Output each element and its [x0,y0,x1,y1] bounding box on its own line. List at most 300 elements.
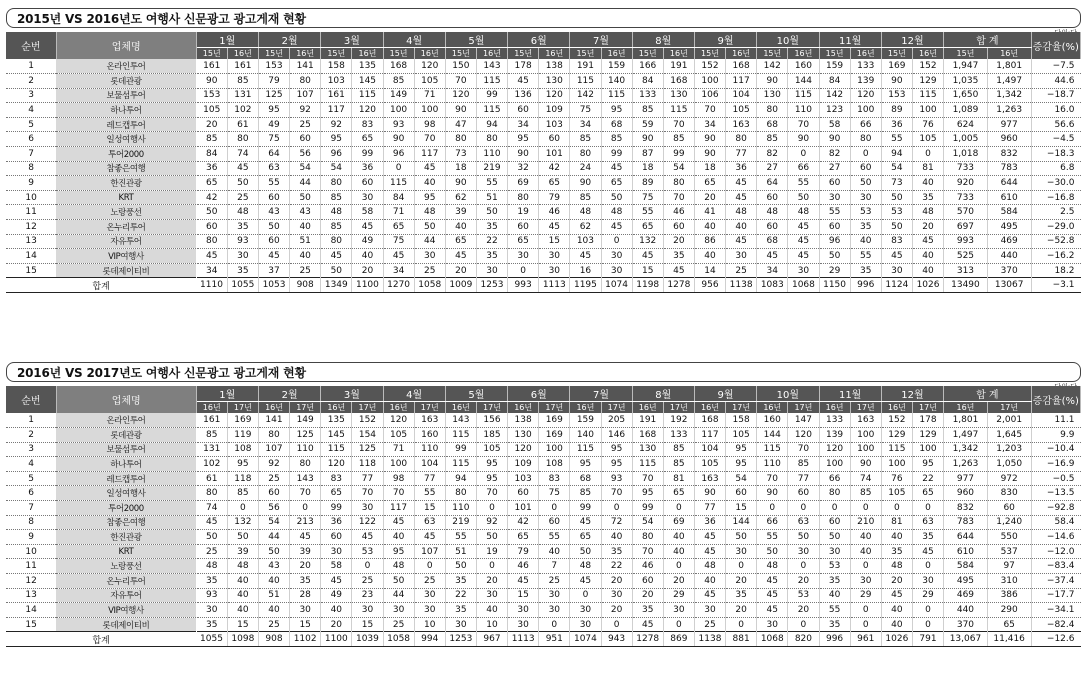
month-value-cell: 95 [258,103,289,118]
table-row [6,471,1081,486]
month-value-cell: 0 [663,559,694,574]
vendor-name: 참좋은여행 [56,515,196,530]
month-total-cell: 1009 [445,278,476,293]
month-value-cell: 0 [383,161,414,176]
month-value-cell: 105 [912,132,943,147]
month-value-cell: 99 [445,442,476,457]
month-value-cell: 103 [539,117,570,132]
row-number: 11 [6,559,56,574]
col-subheader-year: 16년 [321,402,352,414]
month-value-cell: 101 [539,147,570,162]
month-value-cell: 39 [227,544,258,559]
month-value-cell: 142 [757,59,788,74]
month-value-cell: 105 [196,103,227,118]
month-value-cell: 0 [850,501,881,516]
month-value-cell: 47 [445,117,476,132]
grand-change-rate-cell: −3.1 [1031,278,1080,293]
total-a-cell: 525 [944,249,988,264]
month-value-cell: 70 [663,117,694,132]
month-value-cell: 40 [290,249,321,264]
month-value-cell: 45 [570,249,601,264]
month-value-cell: 125 [258,88,289,103]
col-subheader-year: 16년 [508,402,539,414]
month-value-cell: 50 [819,249,850,264]
month-value-cell: 115 [881,442,912,457]
total-b-cell: 610 [987,190,1031,205]
change-rate-cell: −83.4 [1031,559,1080,574]
month-value-cell: 100 [383,103,414,118]
month-value-cell: 48 [383,559,414,574]
change-rate-cell: −82.4 [1031,617,1080,632]
month-value-cell: 132 [227,515,258,530]
month-value-cell: 95 [726,442,757,457]
month-value-cell: 29 [912,588,943,603]
month-value-cell: 43 [290,205,321,220]
change-rate-cell: 18.2 [1031,263,1080,278]
month-value-cell: 83 [321,471,352,486]
month-value-cell: 100 [414,103,445,118]
month-total-cell: 1349 [321,278,352,293]
month-value-cell: 94 [445,471,476,486]
total-a-cell: 1,005 [944,132,988,147]
col-subheader-year: 15년 [757,48,788,60]
month-value-cell: 169 [539,413,570,428]
month-value-cell: 80 [258,428,289,443]
month-total-cell: 881 [726,632,757,647]
month-value-cell: 50 [445,559,476,574]
month-total-cell: 1110 [196,278,227,293]
month-value-cell: 54 [726,471,757,486]
month-value-cell: 69 [508,176,539,191]
vendor-name: VIP여행사 [56,603,196,618]
month-value-cell: 22 [445,588,476,603]
total-a-cell: 610 [944,544,988,559]
col-subheader-year: 15년 [819,48,850,60]
month-value-cell: 0 [850,603,881,618]
month-value-cell: 80 [290,457,321,472]
month-value-cell: 60 [663,220,694,235]
month-value-cell: 40 [912,249,943,264]
month-value-cell: 45 [757,588,788,603]
month-value-cell: 0 [508,263,539,278]
month-value-cell: 53 [819,559,850,574]
month-value-cell: 58 [321,559,352,574]
month-value-cell: 49 [258,117,289,132]
month-value-cell: 50 [383,574,414,589]
month-total-cell: 1100 [321,632,352,647]
month-value-cell: 45 [258,249,289,264]
month-value-cell: 15 [539,234,570,249]
month-value-cell: 22 [912,471,943,486]
month-value-cell: 45 [912,234,943,249]
month-value-cell: 53 [850,205,881,220]
month-value-cell: 40 [881,617,912,632]
total-b-cell: 290 [987,603,1031,618]
total-a-cell: 644 [944,530,988,545]
month-value-cell: 70 [632,544,663,559]
month-value-cell: 25 [290,117,321,132]
month-total-cell: 908 [290,278,321,293]
total-b-cell: 370 [987,263,1031,278]
month-value-cell: 102 [196,457,227,472]
table-row [6,603,1081,618]
month-value-cell: 45 [788,220,819,235]
col-header-month: 8월 [632,386,694,402]
vendor-name: 일성여행사 [56,486,196,501]
month-value-cell: 96 [321,147,352,162]
month-value-cell: 70 [788,442,819,457]
month-value-cell: 15 [632,263,663,278]
month-value-cell: 129 [881,428,912,443]
row-number: 12 [6,574,56,589]
month-value-cell: 49 [352,234,383,249]
month-value-cell: 85 [632,103,663,118]
month-value-cell: 30 [694,603,725,618]
total-b-cell: 1,263 [987,103,1031,118]
month-value-cell: 0 [788,501,819,516]
total-a-cell: 1,035 [944,74,988,89]
row-number: 7 [6,147,56,162]
total-b-cell: 1,050 [987,457,1031,472]
month-value-cell: 169 [539,428,570,443]
total-b-cell: 550 [987,530,1031,545]
month-value-cell: 25 [258,471,289,486]
month-total-cell: 869 [663,632,694,647]
month-value-cell: 70 [601,486,632,501]
month-value-cell: 80 [445,486,476,501]
vendor-name: 투어2000 [56,147,196,162]
month-value-cell: 30 [539,588,570,603]
row-number: 9 [6,176,56,191]
col-subheader-year: 16년 [757,402,788,414]
month-value-cell: 50 [476,205,507,220]
total-b-cell: 830 [987,486,1031,501]
month-value-cell: 89 [632,176,663,191]
vendor-name: 노랑풍선 [56,205,196,220]
month-value-cell: 104 [414,457,445,472]
col-subheader-year: 16년 [383,402,414,414]
change-rate-cell: 11.1 [1031,413,1080,428]
row-number: 15 [6,617,56,632]
month-value-cell: 45 [788,234,819,249]
month-total-cell: 1113 [508,632,539,647]
month-value-cell: 80 [850,132,881,147]
month-value-cell: 50 [476,530,507,545]
month-value-cell: 100 [819,457,850,472]
month-value-cell: 79 [258,74,289,89]
month-value-cell: 40 [227,574,258,589]
month-value-cell: 69 [663,515,694,530]
month-value-cell: 40 [694,574,725,589]
month-total-cell: 1039 [352,632,383,647]
month-value-cell: 53 [881,205,912,220]
col-header-month: 7월 [570,32,632,48]
col-header-month: 4월 [383,32,445,48]
table-row [6,190,1081,205]
table-row [6,428,1081,443]
vendor-name: 롯데제이티비 [56,617,196,632]
month-value-cell: 19 [476,544,507,559]
month-value-cell: 30 [508,617,539,632]
change-rate-cell: −4.5 [1031,132,1080,147]
month-value-cell: 45 [352,220,383,235]
month-value-cell: 77 [694,501,725,516]
total-a-cell: 1,263 [944,457,988,472]
total-b-cell: 1,342 [987,88,1031,103]
month-value-cell: 48 [757,559,788,574]
month-value-cell: 115 [445,457,476,472]
month-value-cell: 55 [539,530,570,545]
grand-change-rate-cell: −12.6 [1031,632,1080,647]
month-value-cell: 43 [258,205,289,220]
row-number: 1 [6,59,56,74]
month-value-cell: 0 [663,501,694,516]
month-value-cell: 70 [788,117,819,132]
month-value-cell: 0 [227,501,258,516]
month-value-cell: 205 [601,413,632,428]
col-header-no: 순번 [6,386,56,413]
row-number: 5 [6,117,56,132]
month-value-cell: 135 [321,413,352,428]
month-value-cell: 40 [850,530,881,545]
month-value-cell: 65 [196,176,227,191]
table-row [6,530,1081,545]
month-value-cell: 117 [726,74,757,89]
month-value-cell: 48 [570,559,601,574]
month-value-cell: 66 [757,515,788,530]
table-title: 2016년 VS 2017년도 여행사 신문광고 광고게재 현황 [17,365,306,380]
month-value-cell: 149 [383,88,414,103]
month-value-cell: 115 [476,103,507,118]
row-number: 14 [6,249,56,264]
total-b-cell: 832 [987,147,1031,162]
month-value-cell: 30 [570,617,601,632]
total-a-cell: 697 [944,220,988,235]
month-value-cell: 49 [321,588,352,603]
month-value-cell: 55 [414,486,445,501]
row-number: 6 [6,486,56,501]
vendor-name: 하나투어 [56,457,196,472]
vendor-name: 온누리투어 [56,574,196,589]
month-value-cell: 115 [757,442,788,457]
month-value-cell: 95 [383,544,414,559]
month-value-cell: 168 [694,413,725,428]
table-row [6,544,1081,559]
month-value-cell: 55 [258,176,289,191]
month-value-cell: 50 [321,263,352,278]
total-b-cell: 440 [987,249,1031,264]
month-value-cell: 60 [819,176,850,191]
month-value-cell: 77 [352,471,383,486]
month-value-cell: 0 [912,147,943,162]
month-value-cell: 161 [227,59,258,74]
col-subheader-year: 16년 [881,402,912,414]
month-value-cell: 46 [663,205,694,220]
month-value-cell: 60 [788,486,819,501]
month-value-cell: 60 [290,132,321,147]
month-value-cell: 30 [757,617,788,632]
month-value-cell: 122 [352,515,383,530]
month-value-cell: 0 [881,501,912,516]
month-value-cell: 70 [414,132,445,147]
col-subheader-year: 16년 [632,402,663,414]
month-value-cell: 80 [196,486,227,501]
month-value-cell: 153 [881,88,912,103]
month-value-cell: 40 [227,603,258,618]
month-value-cell: 44 [383,588,414,603]
month-value-cell: 100 [694,74,725,89]
month-value-cell: 63 [912,515,943,530]
month-value-cell: 35 [196,617,227,632]
month-value-cell: 132 [632,234,663,249]
month-value-cell: 50 [788,530,819,545]
total-a-cell: 440 [944,603,988,618]
month-value-cell: 40 [601,530,632,545]
month-value-cell: 54 [321,161,352,176]
month-value-cell: 163 [726,117,757,132]
month-value-cell: 48 [414,205,445,220]
month-value-cell: 169 [881,59,912,74]
total-a-cell: 469 [944,588,988,603]
col-header-total: 합 계 [944,32,1031,48]
month-value-cell: 45 [383,515,414,530]
month-value-cell: 120 [445,88,476,103]
month-value-cell: 60 [850,161,881,176]
month-value-cell: 20 [788,603,819,618]
month-total-cell: 791 [912,632,943,647]
month-value-cell: 73 [881,176,912,191]
month-value-cell: 140 [570,428,601,443]
vendor-name: 레드캡투어 [56,471,196,486]
month-value-cell: 20 [788,574,819,589]
row-number: 10 [6,544,56,559]
col-header-month: 4월 [383,386,445,402]
month-value-cell: 56 [290,147,321,162]
col-header-month: 1월 [196,32,258,48]
month-value-cell: 50 [227,530,258,545]
vendor-name: 노랑풍선 [56,559,196,574]
month-value-cell: 95 [476,457,507,472]
month-value-cell: 58 [819,117,850,132]
col-subheader-year: 15년 [321,48,352,60]
month-value-cell: 108 [539,457,570,472]
month-value-cell: 23 [352,588,383,603]
month-value-cell: 45 [757,603,788,618]
table-row [6,617,1081,632]
month-value-cell: 149 [290,413,321,428]
month-value-cell: 50 [258,544,289,559]
change-rate-cell: 2.5 [1031,205,1080,220]
row-number: 4 [6,457,56,472]
month-value-cell: 45 [881,249,912,264]
month-value-cell: 55 [819,205,850,220]
month-value-cell: 140 [601,74,632,89]
month-value-cell: 106 [694,88,725,103]
month-value-cell: 60 [196,220,227,235]
month-value-cell: 90 [445,176,476,191]
month-value-cell: 74 [850,471,881,486]
table-row [6,457,1081,472]
change-rate-cell: −16.8 [1031,190,1080,205]
month-value-cell: 40 [290,220,321,235]
month-value-cell: 63 [258,161,289,176]
month-total-cell: 1150 [819,278,850,293]
month-value-cell: 90 [570,176,601,191]
month-value-cell: 138 [539,59,570,74]
month-value-cell: 90 [508,147,539,162]
month-value-cell: 35 [663,249,694,264]
month-value-cell: 60 [258,234,289,249]
month-value-cell: 20 [321,617,352,632]
month-value-cell: 66 [850,117,881,132]
month-value-cell: 131 [227,88,258,103]
month-value-cell: 133 [663,428,694,443]
col-header-month: 11월 [819,386,881,402]
month-value-cell: 159 [601,59,632,74]
month-value-cell: 45 [726,190,757,205]
month-value-cell: 105 [694,457,725,472]
month-value-cell: 48 [570,205,601,220]
total-b-cell: 97 [987,559,1031,574]
col-subheader-year: 15년 [694,48,725,60]
month-value-cell: 50 [788,190,819,205]
row-number: 13 [6,234,56,249]
month-value-cell: 93 [227,234,258,249]
month-value-cell: 130 [663,88,694,103]
month-value-cell: 104 [694,442,725,457]
month-value-cell: 25 [414,263,445,278]
month-value-cell: 35 [196,574,227,589]
month-value-cell: 34 [383,263,414,278]
month-value-cell: 30 [601,263,632,278]
month-value-cell: 65 [632,220,663,235]
month-value-cell: 185 [476,428,507,443]
month-value-cell: 96 [383,147,414,162]
month-total-cell: 1083 [757,278,788,293]
row-number: 3 [6,442,56,457]
month-value-cell: 40 [476,603,507,618]
month-value-cell: 48 [694,559,725,574]
month-value-cell: 45 [321,249,352,264]
month-value-cell: 44 [290,176,321,191]
month-value-cell: 35 [227,263,258,278]
month-value-cell: 45 [414,530,445,545]
month-value-cell: 92 [476,515,507,530]
col-subheader-year: 17년 [726,402,757,414]
month-value-cell: 55 [476,176,507,191]
month-value-cell: 136 [508,88,539,103]
month-total-cell: 1124 [881,278,912,293]
month-value-cell: 45 [694,588,725,603]
month-value-cell: 35 [819,617,850,632]
col-subheader-year: 16년 [196,402,227,414]
month-value-cell: 7 [539,559,570,574]
month-value-cell: 61 [196,471,227,486]
month-value-cell: 40 [539,544,570,559]
month-value-cell: 45 [196,249,227,264]
total-a-cell: 1,342 [944,442,988,457]
month-value-cell: 95 [476,471,507,486]
table-row [6,176,1081,191]
month-total-cell: 1100 [352,278,383,293]
month-value-cell: 147 [788,413,819,428]
month-value-cell: 30 [352,603,383,618]
row-number: 4 [6,103,56,118]
month-value-cell: 80 [726,132,757,147]
month-value-cell: 85 [227,486,258,501]
month-value-cell: 29 [663,588,694,603]
month-value-cell: 85 [570,190,601,205]
